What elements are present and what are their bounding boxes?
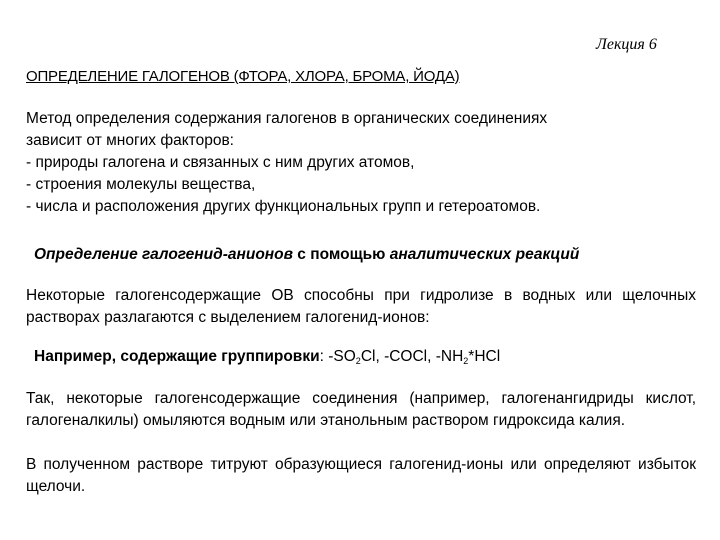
subscript: 2	[355, 356, 361, 366]
example-group-3: *HCl	[468, 348, 501, 365]
page-title: ОПРЕДЕЛЕНИЕ ГАЛОГЕНОВ (ФТОРА, ХЛОРА, БРОМА, ЙОДА)	[26, 68, 460, 85]
intro-lead: Метод определения содержания галогенов в органических соединениях	[26, 110, 548, 127]
subscript: 2	[463, 356, 469, 366]
example-group-1: : -SO	[319, 348, 356, 365]
list-item: - числа и расположения других функциональных групп и гетероатомов.	[26, 198, 541, 215]
paragraph-saponification: Так, некоторые галогенсодержащие соединения (например, галогенангидриды кислот, галогеналкилы) омыляются водным или этанольным раствором гидроксида калия.	[26, 390, 696, 429]
heading-part-3: аналитических реакций	[389, 246, 580, 263]
intro-lead-2: зависит от многих факторов:	[26, 132, 234, 149]
paragraph-titration: В полученном растворе титруют образующиеся галогенид-ионы или определяют избыток щелочи.	[26, 456, 696, 495]
intro-section	[26, 108, 696, 218]
paragraph-hydrolysis: Некоторые галогенсодержащие ОВ способны при гидролизе в водных или щелочных растворах разлагаются с выделением галогенид-ионов:	[26, 287, 696, 326]
example-line	[34, 348, 500, 366]
heading-part-2: с помощью	[292, 246, 390, 263]
example-group-2: Cl, -COCl, -NH	[360, 348, 464, 365]
lecture-number: Лекция 6	[596, 36, 657, 53]
example-label: Например, содержащие группировки	[34, 348, 320, 365]
list-item: - строения молекулы вещества,	[26, 176, 256, 193]
section-heading	[34, 246, 579, 264]
list-item: - природы галогена и связанных с ним других атомов,	[26, 154, 415, 171]
heading-part-1: Определение галогенид-анионов	[34, 246, 293, 263]
